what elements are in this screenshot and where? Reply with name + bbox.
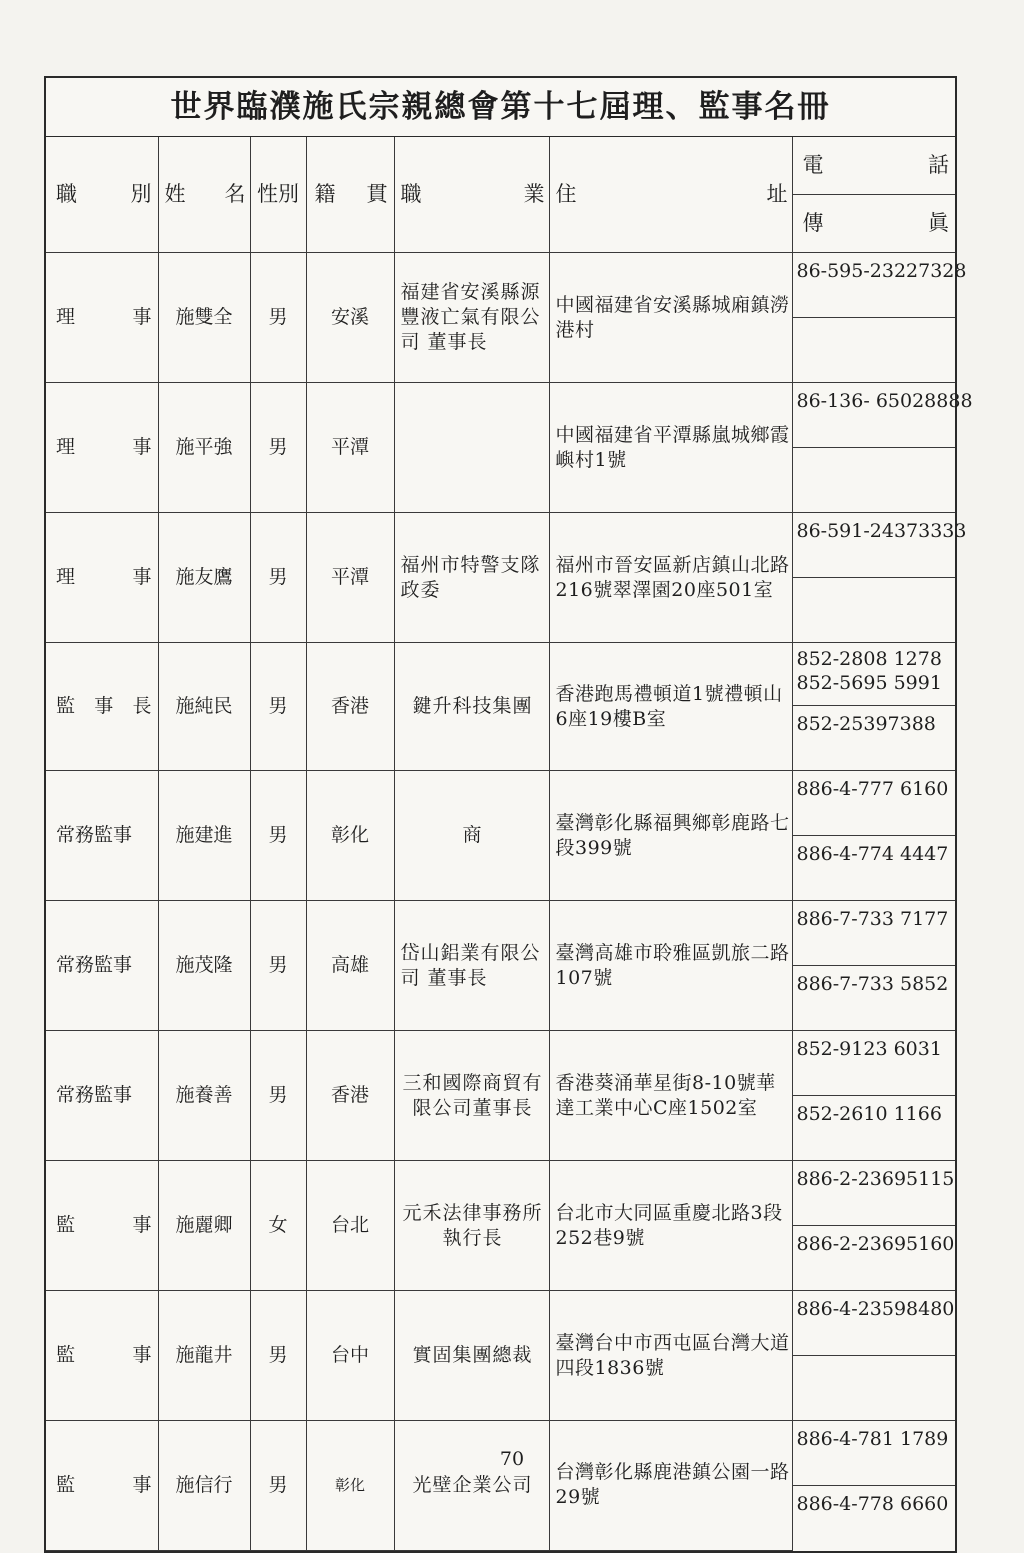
member-address: 香港跑馬禮頓道1號禮頓山6座19樓B室: [549, 643, 792, 771]
member-fax: [792, 318, 955, 383]
member-address: 中國福建省平潭縣嵐城鄉霞嶼村1號: [549, 383, 792, 513]
member-phone: [792, 1031, 955, 1096]
phone-number: 852-9123 6031: [796, 1038, 942, 1060]
header-position: 職 別: [46, 137, 158, 253]
header-gender: 性別: [250, 137, 306, 253]
member-fax: 886-2-23695160: [792, 1226, 955, 1291]
member-position: 理 事: [46, 383, 158, 513]
member-fax: 852-2610 1166: [792, 1096, 955, 1161]
member-occupation: 元禾法律事務所執行長: [394, 1161, 549, 1291]
member-origin: 安溪: [306, 253, 394, 383]
member-position: 常務監事: [46, 1031, 158, 1161]
phone-number: 886-4-777 6160: [796, 778, 949, 800]
roster-table: [46, 137, 973, 1551]
member-origin: 香港: [306, 1031, 394, 1161]
member-row: [46, 643, 955, 706]
member-row: [46, 1161, 955, 1226]
member-position: 監 事: [46, 1161, 158, 1291]
page-number: 70: [499, 1448, 525, 1470]
member-name: 施友鷹: [158, 513, 250, 643]
member-origin: 平潭: [306, 383, 394, 513]
member-name: 施麗卿: [158, 1161, 250, 1291]
member-position: 監 事 長: [46, 643, 158, 771]
member-address: 臺灣彰化縣福興鄉彰鹿路七段399號: [549, 771, 792, 901]
member-name: 施建進: [158, 771, 250, 901]
member-gender: 女: [250, 1161, 306, 1291]
member-gender: 男: [250, 901, 306, 1031]
member-fax: [792, 448, 955, 513]
phone-number: 86-591-24373333: [796, 520, 967, 542]
phone-number: 886-7-733 7177: [796, 908, 949, 930]
phone-number: 86-136- 65028888: [796, 390, 973, 412]
phone-number: 886-4-781 1789: [796, 1428, 949, 1450]
member-position: 理 事: [46, 513, 158, 643]
header-occupation: 職 業: [394, 137, 549, 253]
member-name: 施信行: [158, 1421, 250, 1551]
member-fax: 886-7-733 5852: [792, 966, 955, 1031]
member-phone: [792, 901, 955, 966]
member-row: [46, 901, 955, 966]
member-address: 台北市大同區重慶北路3段252巷9號: [549, 1161, 792, 1291]
member-address: 中國福建省安溪縣城廂鎮澇港村: [549, 253, 792, 383]
member-occupation: 三和國際商貿有限公司董事長: [394, 1031, 549, 1161]
member-name: 施養善: [158, 1031, 250, 1161]
member-fax: [792, 578, 955, 643]
header-row-phone: [46, 137, 955, 195]
member-fax: 852-25397388: [792, 706, 955, 771]
member-position: 常務監事: [46, 901, 158, 1031]
member-row: [46, 771, 955, 836]
member-phone: [792, 643, 955, 706]
phone-number: 886-2-23695115: [796, 1168, 955, 1190]
member-address: 香港葵涌華星街8-10號華達工業中心C座1502室: [549, 1031, 792, 1161]
member-name: 施茂隆: [158, 901, 250, 1031]
member-address: 台灣彰化縣鹿港鎮公園一路29號: [549, 1421, 792, 1551]
member-phone: [792, 253, 967, 318]
member-occupation: 光壁企業公司: [394, 1421, 549, 1551]
member-gender: 男: [250, 1291, 306, 1421]
member-origin: 平潭: [306, 513, 394, 643]
member-name: 施雙全: [158, 253, 250, 383]
member-origin: 彰化: [306, 1421, 394, 1551]
member-fax: 886-4-774 4447: [792, 836, 955, 901]
phone-number: 886-4-23598480: [796, 1298, 955, 1320]
member-gender: 男: [250, 383, 306, 513]
member-phone: [792, 1291, 955, 1356]
member-occupation: 鍵升科技集團: [394, 643, 549, 771]
member-phone: [792, 513, 967, 578]
phone-number-secondary: 852-5695 5991: [796, 672, 942, 694]
member-row: [46, 253, 955, 318]
header-address: 住 址: [549, 137, 792, 253]
member-gender: 男: [250, 253, 306, 383]
member-origin: 台北: [306, 1161, 394, 1291]
member-row: [46, 1031, 955, 1096]
member-address: 臺灣台中市西屯區台灣大道四段1836號: [549, 1291, 792, 1421]
phone-number: 86-595-23227328: [796, 260, 967, 282]
member-origin: 彰化: [306, 771, 394, 901]
member-origin: 台中: [306, 1291, 394, 1421]
member-address: 臺灣高雄市聆雅區凱旅二路107號: [549, 901, 792, 1031]
member-row: [46, 1291, 955, 1356]
header-fax: 傳 眞: [792, 195, 955, 253]
member-name: 施龍井: [158, 1291, 250, 1421]
member-fax: [792, 1356, 955, 1421]
header-name: 姓 名: [158, 137, 250, 253]
member-position: 監 事: [46, 1421, 158, 1551]
member-occupation: 福建省安溪縣源豐液亡氣有限公司 董事長: [394, 253, 549, 383]
member-occupation: 福州市特警支隊政委: [394, 513, 549, 643]
member-origin: 香港: [306, 643, 394, 771]
member-phone: [792, 383, 973, 448]
member-phone: [792, 1161, 955, 1226]
member-fax: 886-4-778 6660: [792, 1486, 955, 1551]
member-gender: 男: [250, 643, 306, 771]
header-phone: 電 話: [792, 137, 955, 195]
member-gender: 男: [250, 513, 306, 643]
member-position: 監 事: [46, 1291, 158, 1421]
member-position: 理 事: [46, 253, 158, 383]
member-occupation: 實固集團總裁: [394, 1291, 549, 1421]
member-gender: 男: [250, 771, 306, 901]
member-gender: 男: [250, 1031, 306, 1161]
page-title: 世界臨濮施氏宗親總會第十七屆理、監事名冊: [46, 78, 955, 137]
member-occupation: 岱山鋁業有限公司 董事長: [394, 901, 549, 1031]
member-address: 福州市晉安區新店鎮山北路216號翠澤園20座501室: [549, 513, 792, 643]
member-name: 施純民: [158, 643, 250, 771]
member-gender: 男: [250, 1421, 306, 1551]
member-occupation: [394, 383, 549, 513]
member-occupation: 商: [394, 771, 549, 901]
member-phone: [792, 771, 955, 836]
phone-number: 852-2808 1278: [796, 648, 942, 670]
member-row: [46, 383, 955, 448]
member-origin: 高雄: [306, 901, 394, 1031]
header-origin: 籍 貫: [306, 137, 394, 253]
member-row: [46, 513, 955, 578]
member-position: 常務監事: [46, 771, 158, 901]
member-name: 施平強: [158, 383, 250, 513]
roster-sheet: [44, 76, 973, 1553]
